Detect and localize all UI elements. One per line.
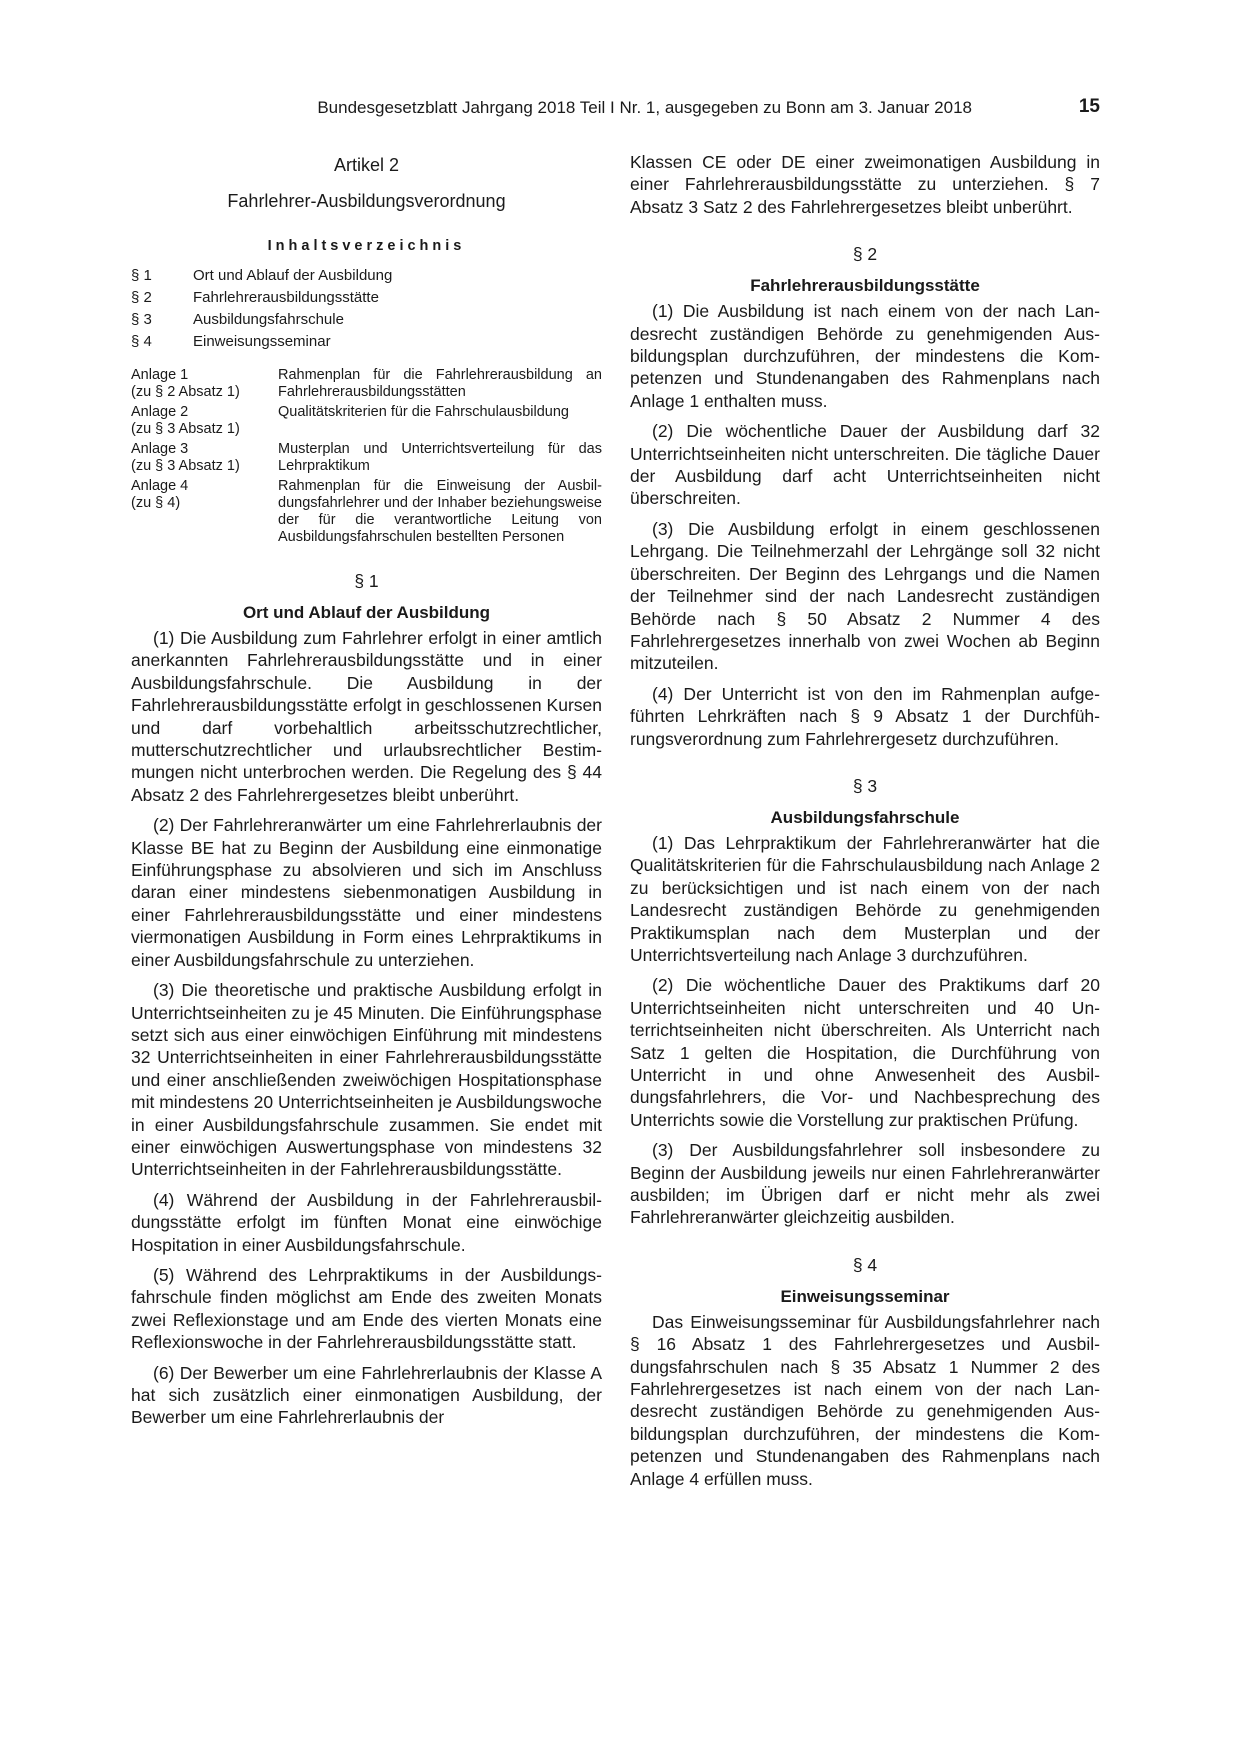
- section-3-title: Ausbildungsfahrschule: [770, 807, 960, 827]
- annex-label: [131, 478, 278, 546]
- section-1-continuation: Klassen CE oder DE einer zweimonatigen Ausbildung in einer Fahrlehrerausbildungsstätte zu unterziehen. § 7 Absatz 3 Satz 2 des Fahrlehrergesetzes bleibt unberührt.: [630, 152, 1100, 217]
- toc-item-number: § 4: [131, 333, 152, 350]
- annex-description: Rahmenplan für die Fahrlehrerausbildung an Fahrlehrerausbildungsstätten: [278, 367, 602, 400]
- toc-item: [131, 331, 602, 353]
- section-4-title: Einweisungsseminar: [780, 1286, 950, 1306]
- section-1-paragraph: (5) Während des Lehrpraktikums in der Ausbildungsfahrschule finden möglichst am Ende des zweiten Monats zwei Reflexionstage und am Ende des vierten Monats eine Reflexionswoche in der Fahrlehrerausbildungsstätte statt.: [131, 1264, 602, 1353]
- toc-heading: Inhaltsverzeichnis: [267, 238, 466, 254]
- section-2-paragraph: (4) Der Unterricht ist von den im Rahmenplan aufgeführten Lehrkräften nach § 9 Absatz 1 der Durchführungsverordnung zum Fahrlehrergesetz durchzuführen.: [630, 683, 1100, 749]
- toc-list: [131, 265, 602, 353]
- annex-description: Rahmenplan für die Einweisung der Ausbildungsfahrlehrer und der Inhaber beziehungsweise der für die verantwortliche Leitung von Ausbildungsfahrschulen bestellten Personen: [278, 478, 602, 545]
- section-1-paragraph: (4) Während der Ausbildung in der Fahrlehrerausbildungsstätte erfolgt im fünften Monat eine einwöchige Hospitation in einer Ausbildungsfahrschule.: [131, 1189, 602, 1255]
- section-4-paragraph: Das Einweisungsseminar für Ausbildungsfahrlehrer nach § 16 Absatz 1 des Fahrlehrergesetzes und Ausbildungsfahrschulen nach § 35 Absatz 1 Nummer 2 des Fahrlehrergesetzes ist nach einem von der nach Landesrecht zuständigen Behörde zu genehmigenden Ausbildungsplan durchzuführen, der mindestens die Kompetenzen und Stundenangaben des Rahmenplans nach Anlage 4 erfüllen muss.: [630, 1311, 1100, 1489]
- annex-item: [131, 404, 602, 438]
- annex-number: Anlage 3: [131, 441, 189, 457]
- annex-label: [131, 367, 278, 401]
- section-1-paragraph: (2) Der Fahrlehreranwärter um eine Fahrlehrerlaubnis der Klasse BE hat zu Beginn der Ausbildung eine einmonatige Einführungsphase zu absolvieren und sich im Anschluss daran einer mindestens siebenmonatigen Ausbildung in einer Fahrlehrerausbildungsstätte und einer mindestens viermonatigen Ausbildung in Form eines Lehrpraktikums in einer Ausbildungsfahrschule zu unterziehen.: [131, 815, 602, 970]
- right-column: [630, 151, 1100, 1498]
- section-4-sign: § 4: [852, 1254, 878, 1275]
- section-3-sign: § 3: [852, 775, 878, 796]
- toc-item-label: Einweisungsseminar: [193, 333, 331, 350]
- annex-description: Musterplan und Unterrichtsverteilung für das Lehrpraktikum: [278, 441, 602, 474]
- toc-item-label: Fahrlehrerausbildungsstätte: [193, 289, 379, 306]
- toc-item: [131, 309, 602, 331]
- annex-reference: (zu § 3 Absatz 1): [131, 458, 240, 474]
- section-3-paragraph: (2) Die wöchentliche Dauer des Praktikums darf 20 Unterrichtseinheiten nicht unterschreiten und 40 Unterrichtseinheiten nicht überschreiten. Als Unterricht nach Satz 1 gelten die Hospitation, die Durchführung von Unterricht in und ohne Anwesenheit des Ausbildungsfahrlehrers, die Vor- und Nachbesprechung des Unterrichts sowie die Vorstellung zur praktischen Prüfung.: [630, 975, 1100, 1130]
- section-2-paragraph: (2) Die wöchentliche Dauer der Ausbildung darf 32 Unterrichtseinheiten nicht unterschreiten. Die tägliche Dauer der Ausbildung darf acht Unterrichtseinheiten nicht überschreiten.: [630, 421, 1100, 509]
- toc-item-number: § 3: [131, 311, 152, 328]
- toc-item-label: Ort und Ablauf der Ausbildung: [193, 267, 393, 284]
- annex-number: Anlage 4: [131, 478, 189, 494]
- running-header: Bundesgesetzblatt Jahrgang 2018 Teil I Nr. 1, ausgegeben zu Bonn am 3. Januar 2018: [317, 98, 972, 117]
- annex-number: Anlage 1: [131, 367, 189, 383]
- article-title: Artikel 2: [333, 155, 400, 175]
- section-1-paragraph: (3) Die theoretische und praktische Ausbildung erfolgt in Unterrichtseinheiten zu je 45 Minuten. Die Einführungsphase setzt sich aus einer einwöchigen Einführung mit mindestens 32 Unterrichtseinheiten in einer Fahrlehrerausbildungsstätte und einer anschließenden zweiwöchigen Hospitationsphase mit mindestens 20 Unterrichtseinheiten je Ausbildungswoche in einer Ausbildungsfahrschule zusammen. Sie endet mit einer einwöchigen Auswertungsphase von mindestens 32 Unterrichtseinheiten in der Fahrlehrerausbildungsstätte.: [131, 980, 602, 1180]
- section-1-paragraph: (6) Der Bewerber um eine Fahrlehrerlaubnis der Klasse A hat sich zusätzlich einer einmonatigen Ausbildung, der Bewerber um eine Fahrlehrerlaubnis der: [131, 1362, 602, 1428]
- left-column: [131, 153, 602, 1437]
- section-2-paragraph: (1) Die Ausbildung ist nach einem von der nach Landesrecht zuständigen Behörde zu genehmigenden Ausbildungsplan durchzuführen, der mindestens die Kompetenzen und Stundenangaben des Rahmenplans nach Anlage 1 enthalten muss.: [630, 301, 1100, 411]
- section-1-sign: § 1: [354, 571, 379, 591]
- section-2-paragraph: (3) Die Ausbildung erfolgt in einem geschlossenen Lehrgang. Die Teilnehmerzahl der Lehrgänge soll 32 nicht überschreiten. Der Beginn des Lehrgangs und die Namen der Teilnehmer sind der nach Landesrecht zuständigen Behörde nach § 50 Absatz 2 Nummer 4 des Fahrlehrergesetzes innerhalb von zwei Wochen ab Beginn mitzuteilen.: [630, 518, 1100, 674]
- annex-item: [131, 441, 602, 475]
- toc-item: [131, 265, 602, 287]
- annex-item: [131, 367, 602, 401]
- toc-item: [131, 287, 602, 309]
- toc-item-number: § 1: [131, 267, 152, 284]
- annex-item: [131, 478, 602, 546]
- section-2-title: Fahrlehrerausbildungsstätte: [750, 276, 980, 296]
- regulation-name: Fahrlehrer-Ausbildungsverordnung: [227, 191, 506, 211]
- toc-item-number: § 2: [131, 289, 152, 306]
- section-3-paragraph: (3) Der Ausbildungsfahrlehrer soll insbesondere zu Beginn der Ausbildung jeweils nur einen Fahrlehreranwärter ausbilden; im Übrigen darf er nicht mehr als zwei Fahrlehreranwärter gleichzeitig ausbilden.: [630, 1140, 1100, 1228]
- annex-number: Anlage 2: [131, 404, 189, 420]
- page-number: 15: [1078, 96, 1100, 117]
- section-3-paragraph: (1) Das Lehrpraktikum der Fahrlehreranwärter hat die Qualitätskriterien für die Fahrschulausbildung nach Anlage 2 zu berücksichtigen und ist nach einem von der nach Landesrecht zuständigen Behörde zu genehmigenden Praktikumsplan nach dem Musterplan und der Unterrichtsverteilung nach Anlage 3 durchzuführen.: [630, 832, 1100, 965]
- annex-reference: (zu § 3 Absatz 1): [131, 421, 240, 437]
- annex-label: [131, 404, 278, 438]
- annex-description: Qualitätskriterien für die Fahrschulausbildung: [278, 404, 569, 420]
- toc-item-label: Ausbildungsfahrschule: [193, 311, 344, 328]
- annex-label: [131, 441, 278, 475]
- annex-list: [131, 367, 602, 546]
- annex-reference: (zu § 4): [131, 495, 181, 511]
- annex-reference: (zu § 2 Absatz 1): [131, 384, 240, 400]
- section-1-title: Ort und Ablauf der Ausbildung: [242, 603, 491, 622]
- section-2-sign: § 2: [852, 244, 878, 265]
- section-1-paragraph: (1) Die Ausbildung zum Fahrlehrer erfolgt in einer amtlich anerkannten Fahrlehrerausbildungsstätte und in einer Ausbildungsfahrschule. Die Ausbildung in der Fahrlehrerausbildungsstätte erfolgt in geschlossenen Kursen und darf vorbehaltlich arbeitsschutzrechtlicher, mutterschutzrechtlicher und urlaubsrechtlicher Bestimmungen nicht unterbrochen werden. Die Regelung des § 44 Absatz 2 des Fahrlehrergesetzes bleibt unberührt.: [131, 628, 602, 805]
